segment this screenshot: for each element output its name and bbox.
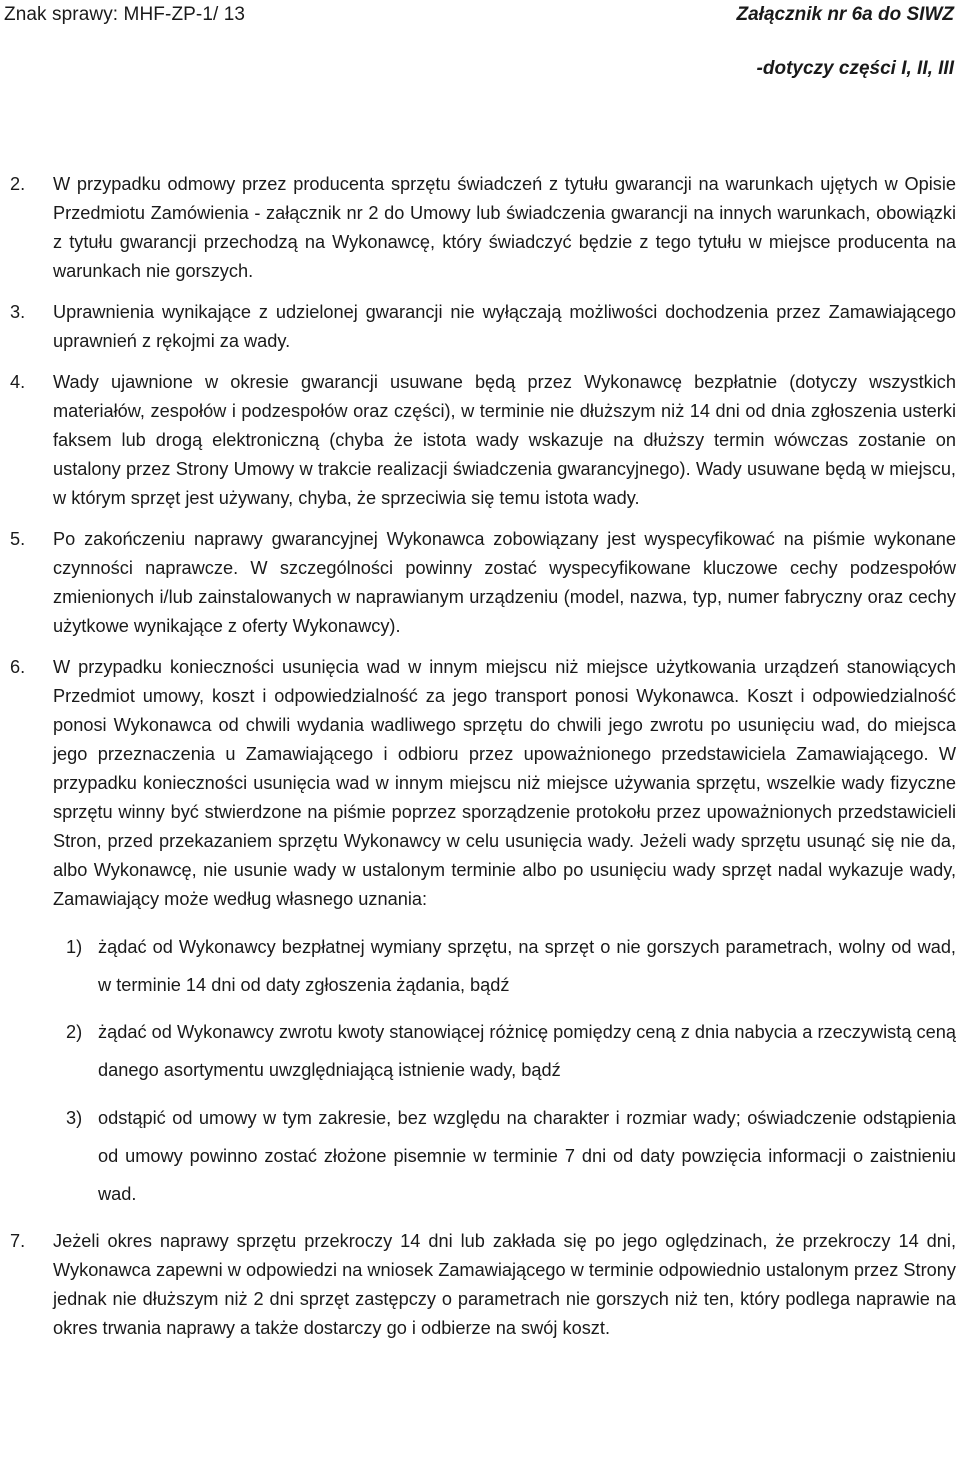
list-item	[10, 1227, 956, 1343]
item-number: 4.	[10, 372, 26, 392]
sub-list-item	[10, 1099, 956, 1213]
item-number: 3.	[10, 302, 26, 322]
item-text: W przypadku konieczności usunięcia wad w innym miejscu niż miejsce użytkowania urządzeń stanowiących Przedmiot umowy, koszt i odpowiedzialność za jego transport ponosi Wykonawca. Koszt i odpowiedzialność ponosi Wykonawca od chwili wydania wadliwego sprzętu do chwili jego zwrotu po usunięciu wad, do miejsca jego przeznaczenia u Zamawiającego i odbioru przez upoważnionego przedstawiciela Zamawiającego. W przypadku konieczności usunięcia wad w innym miejscu niż miejsce używania sprzętu, wszelkie wady fizyczne sprzętu winny być stwierdzone na piśmie poprzez sporządzenie protokołu przez upoważnionych przedstawicieli Stron, przed przekazaniem sprzętu Wykonawcy w celu usunięcia wady. Jeżeli wady sprzętu usunąć się nie da, albo Wykonawcę, nie usunie wady w ustalonym terminie albo po usunięciu wady sprzęt nadal wykazuje wady, Zamawiający może według własnego uznania:	[53, 657, 956, 909]
attachment-title: Załącznik nr 6a do SIWZ	[736, 4, 954, 25]
item-text: Po zakończeniu naprawy gwarancyjnej Wykonawca zobowiązany jest wyspecyfikować na piśmie wykonane czynności naprawcze. W szczególności powinny zostać wyspecyfikowane kluczowe cechy podzespołów zmienionych i/lub zainstalowanych w naprawianym urządzeniu (model, nazwa, typ, numer fabryczny oraz cechy użytkowe wynikające z oferty Wykonawcy).	[53, 529, 956, 636]
document-body	[10, 170, 956, 1343]
sub-item-text: odstąpić od umowy w tym zakresie, bez względu na charakter i rozmiar wady; oświadczenie odstąpienia od umowy powinno zostać złożone pisemnie w terminie 7 dni od daty powzięcia informacji o zaistnieniu wad.	[98, 1108, 956, 1204]
sub-item-number: 3)	[66, 1108, 83, 1128]
list-item	[10, 525, 956, 641]
list-item	[10, 368, 956, 513]
sub-list-item	[10, 1013, 956, 1089]
sub-item-text: żądać od Wykonawcy bezpłatnej wymiany sprzętu, na sprzęt o nie gorszych parametrach, wolny od wad, w terminie 14 dni od daty zgłoszenia żądania, bądź	[98, 937, 956, 995]
item-number: 7.	[10, 1231, 26, 1251]
parts-note: -dotyczy części I, II, III	[756, 58, 954, 79]
sub-item-number: 1)	[66, 937, 83, 957]
item-text: Jeżeli okres naprawy sprzętu przekroczy 14 dni lub zakłada się po jego oględzinach, że przekroczy 14 dni, Wykonawca zapewni w odpowiedzi na wniosek Zamawiającego w terminie odpowiednio ustalonym przez Strony jednak nie dłuższym niż 2 dni sprzęt zastępczy o parametrach nie gorszych niż ten, który podlega naprawie na okres trwania naprawy a także dostarczy go i odbierze na swój koszt.	[53, 1231, 956, 1338]
item-number: 5.	[10, 529, 26, 549]
case-number: Znak sprawy: MHF-ZP-1/ 13	[4, 4, 246, 25]
item-text: Uprawnienia wynikające z udzielonej gwarancji nie wyłączają możliwości dochodzenia przez Zamawiającego uprawnień z rękojmi za wady.	[53, 302, 956, 351]
list-item	[10, 298, 956, 356]
sub-list-item	[10, 928, 956, 1004]
sub-item-text: żądać od Wykonawcy zwrotu kwoty stanowiącej różnicę pomiędzy ceną z dnia nabycia a rzeczywistą ceną danego asortymentu uwzględniającą istnienie wady, bądź	[98, 1022, 956, 1080]
item-number: 6.	[10, 657, 26, 677]
sub-item-number: 2)	[66, 1022, 83, 1042]
item-text: W przypadku odmowy przez producenta sprzętu świadczeń z tytułu gwarancji na warunkach ujętych w Opisie Przedmiotu Zamówienia - załącznik nr 2 do Umowy lub świadczenia gwarancji na innych warunkach, obowiązki z tytułu gwarancji przechodzą na Wykonawcę, który świadczyć będzie z tego tytułu w miejsce producenta na warunkach nie gorszych.	[53, 174, 956, 281]
item-text: Wady ujawnione w okresie gwarancji usuwane będą przez Wykonawcę bezpłatnie (dotyczy wszystkich materiałów, zespołów i podzespołów oraz części), w terminie nie dłuższym niż 14 dni od dnia zgłoszenia usterki faksem lub drogą elektroniczną (chyba że istota wady wskazuje na dłuższy termin wówczas zostanie on ustalony przez Strony Umowy w trakcie realizacji świadczenia gwarancyjnego). Wady usuwane będą w miejscu, w którym sprzęt jest używany, chyba, że sprzeciwia się temu istota wady.	[53, 372, 956, 508]
list-item	[10, 653, 956, 914]
item-number: 2.	[10, 174, 26, 194]
list-item	[10, 170, 956, 286]
